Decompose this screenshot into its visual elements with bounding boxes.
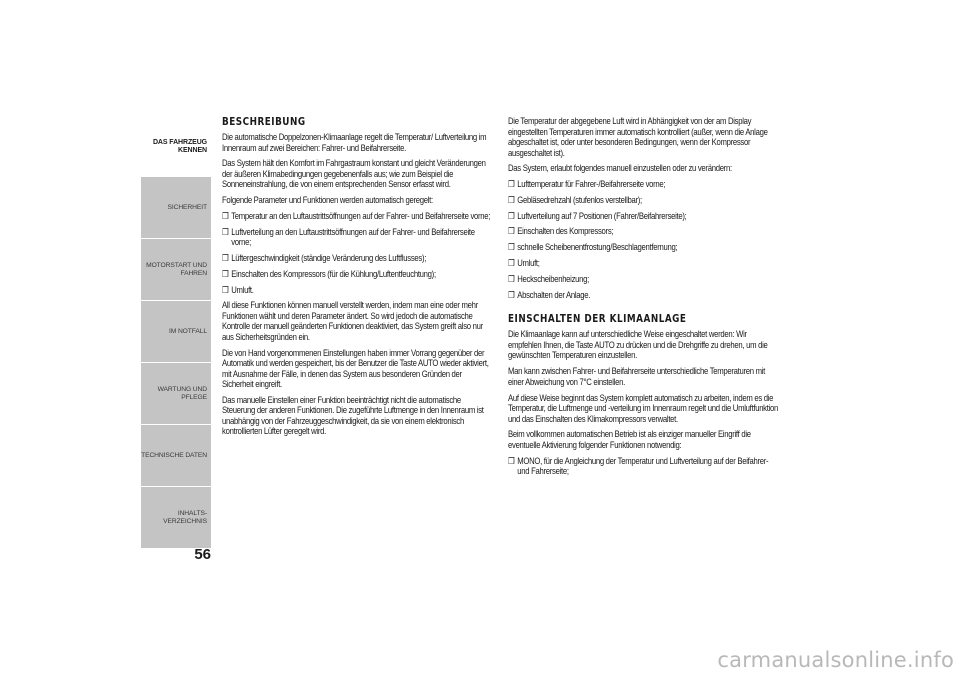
- checkbox-bullet-icon: ❒: [508, 289, 515, 300]
- tab-label-line2: VERZEICHNIS: [163, 517, 207, 525]
- list-item: ❒ MONO, für die Angleichung der Temperatur und Luftverteilung auf der Beifahrer- und Fahrerseite;: [508, 455, 769, 477]
- tab-im-notfall[interactable]: [141, 301, 211, 362]
- paragraph: Beim vollkommen automatischen Betrieb ist als einziger manueller Eingriff die eventuelle Aktivierung folgender Funktionen notwendig:: [508, 429, 751, 450]
- right-column: [508, 116, 782, 482]
- tab-label-line1: SICHERHEIT: [167, 203, 207, 211]
- list-item: ❒ schnelle Scheibenentfrostung/Beschlagentfernung;: [508, 242, 678, 253]
- checkbox-bullet-icon: ❒: [222, 268, 229, 279]
- paragraph: Das System hält den Komfort im Fahrgastraum konstant und gleicht Veränderungen der äußeren Klimabedingungen gegebenenfalls aus; wie zum Beispiel die Sonneneinstrahlung, die von einem entsprechenden Sensor erfasst wird.: [222, 158, 486, 190]
- list-item: ❒ Einschalten des Kompressors (für die Kühlung/Luftentfeuchtung);: [222, 268, 436, 279]
- checkbox-bullet-icon: ❒: [508, 194, 515, 205]
- list-item: ❒ Umluft;: [508, 258, 540, 269]
- tab-label-line2: KENNEN: [178, 146, 207, 154]
- checkbox-bullet-icon: ❒: [508, 210, 515, 221]
- paragraph: Die Temperatur der abgegebene Luft wird in Abhängigkeit von der am Display eingestellten Temperaturen immer automatisch kontrolliert (außer, wenn die Anlage abgeschaltet ist, oder unter besonderen Bedingungen, wenn der Kompressor ausgeschaltet ist).: [508, 116, 768, 158]
- tab-label-line1: WARTUNG UND: [157, 385, 207, 393]
- tab-label-line2: FAHREN: [180, 269, 207, 277]
- checkbox-bullet-icon: ❒: [222, 226, 229, 237]
- list-item: ❒ Umluft.: [222, 284, 254, 295]
- paragraph: Die von Hand vorgenommenen Einstellungen haben immer Vorrang gegenüber der Automatik und werden gespeichert, bis der Benutzer die Taste AUTO wieder aktiviert, mit Ausnahme der Fälle, in denen das System aus besonderen Gründen der Sicherheit eingreift.: [222, 347, 489, 390]
- tab-label-line2: PFLEGE: [181, 393, 207, 401]
- tab-inhaltsverzeichnis[interactable]: [141, 487, 211, 548]
- spacer: [508, 305, 782, 313]
- list-item: ❒ Luftverteilung auf 7 Positionen (Fahrer/Beifahrerseite);: [508, 210, 687, 221]
- left-column: [222, 116, 492, 442]
- list-item: ❒ Abschalten der Anlage.: [508, 289, 591, 300]
- paragraph: All diese Funktionen können manuell verstellt werden, indem man eine oder mehr Funktionen wählt und deren Parameter ändert. So wird jedoch die automatische Kontrolle der manuell geänderten Funktionen deaktiviert, das System greift also nur aus Sicherheitsgründen ein.: [222, 300, 483, 342]
- paragraph: Die Klimaanlage kann auf unterschiedliche Weise eingeschaltet werden: Wir empfehlen Ihnen, die Taste AUTO zu drücken und die Drehgriffe zu drehen, um die gewünschten Temperaturen einzustellen.: [508, 329, 768, 361]
- tab-label-line1: DAS FAHRZEUG: [152, 138, 207, 146]
- list-item: ❒ Lüftergeschwindigkeit (ständige Veränderung des Luftflusses);: [222, 252, 427, 263]
- paragraph: Das System, erlaubt folgendes manuell einzustellen oder zu verändern:: [508, 163, 732, 174]
- page-number: 56: [194, 546, 211, 563]
- checkbox-bullet-icon: ❒: [508, 242, 515, 253]
- tab-motorstart-und-fahren[interactable]: [141, 239, 211, 300]
- tab-label-line1: INHALTS-: [177, 509, 207, 517]
- paragraph: Die automatische Doppelzonen-Klimaanlage regelt die Temperatur/ Luftverteilung im Innenraum auf zwei Bereichen: Fahrer- und Beifahrerseite.: [222, 132, 487, 153]
- section-heading-beschreibung: BESCHREIBUNG: [222, 116, 306, 128]
- checkbox-bullet-icon: ❒: [508, 226, 515, 237]
- checkbox-bullet-icon: ❒: [508, 179, 515, 190]
- section-heading-einschalten: EINSCHALTEN DER KLIMAANLAGE: [508, 313, 687, 326]
- checkbox-bullet-icon: ❒: [508, 455, 515, 466]
- checkbox-bullet-icon: ❒: [222, 252, 229, 263]
- list-item: ❒ Einschalten des Kompressors;: [508, 226, 614, 237]
- tab-label-line1: IM NOTFALL: [168, 327, 207, 335]
- list-item: ❒ Gebläsedrehzahl (stufenlos verstellbar);: [508, 194, 642, 205]
- tab-sicherheit[interactable]: [141, 177, 211, 238]
- tab-wartung-und-pflege[interactable]: [141, 363, 211, 424]
- paragraph: Auf diese Weise beginnt das System komplett automatisch zu arbeiten, indem es die Temperatur, die Luftmenge und -verteilung im Innenraum regelt und die Umluftfunktion und das Einschalten des Klimakompressors verwaltet.: [508, 392, 779, 424]
- list-item: ❒ Temperatur an den Luftaustrittsöffnungen auf der Fahrer- und Beifahrerseite vorne;: [222, 210, 491, 221]
- checkbox-bullet-icon: ❒: [222, 210, 229, 221]
- paragraph: Das manuelle Einstellen einer Funktion beeinträchtigt nicht die automatische Steuerung der anderen Funktionen. Die zugeführte Luftmenge in den Innenraum ist unabhängig von der Fahrzeuggeschwindigkeit, da sie von einem elektronisch kontrollierten Lüfter geregelt wird.: [222, 394, 484, 437]
- tab-technische-daten[interactable]: [141, 425, 211, 486]
- tab-das-fahrzeug-kennen[interactable]: [141, 116, 211, 177]
- paragraph: Folgende Parameter und Funktionen werden automatisch geregelt:: [222, 195, 433, 206]
- paragraph: Man kann zwischen Fahrer- und Beifahrerseite unterschiedliche Temperaturen mit einer Abweichung von 7°C einstellen.: [508, 366, 766, 387]
- list-item: ❒ Luftverteilung an den Luftaustrittsöffnungen auf der Fahrer- und Beifahrerseite vorne;: [222, 226, 475, 248]
- checkbox-bullet-icon: ❒: [508, 273, 515, 284]
- list-item: ❒ Lufttemperatur für Fahrer-/Beifahrerseite vorne;: [508, 179, 666, 190]
- watermark: carmanualsonline.info: [717, 648, 954, 672]
- list-item: ❒ Heckscheibenheizung;: [508, 273, 590, 284]
- tab-label-line1: TECHNISCHE DATEN: [141, 451, 207, 459]
- checkbox-bullet-icon: ❒: [222, 284, 229, 295]
- tab-label-line1: MOTORSTART UND: [146, 261, 207, 269]
- checkbox-bullet-icon: ❒: [508, 258, 515, 269]
